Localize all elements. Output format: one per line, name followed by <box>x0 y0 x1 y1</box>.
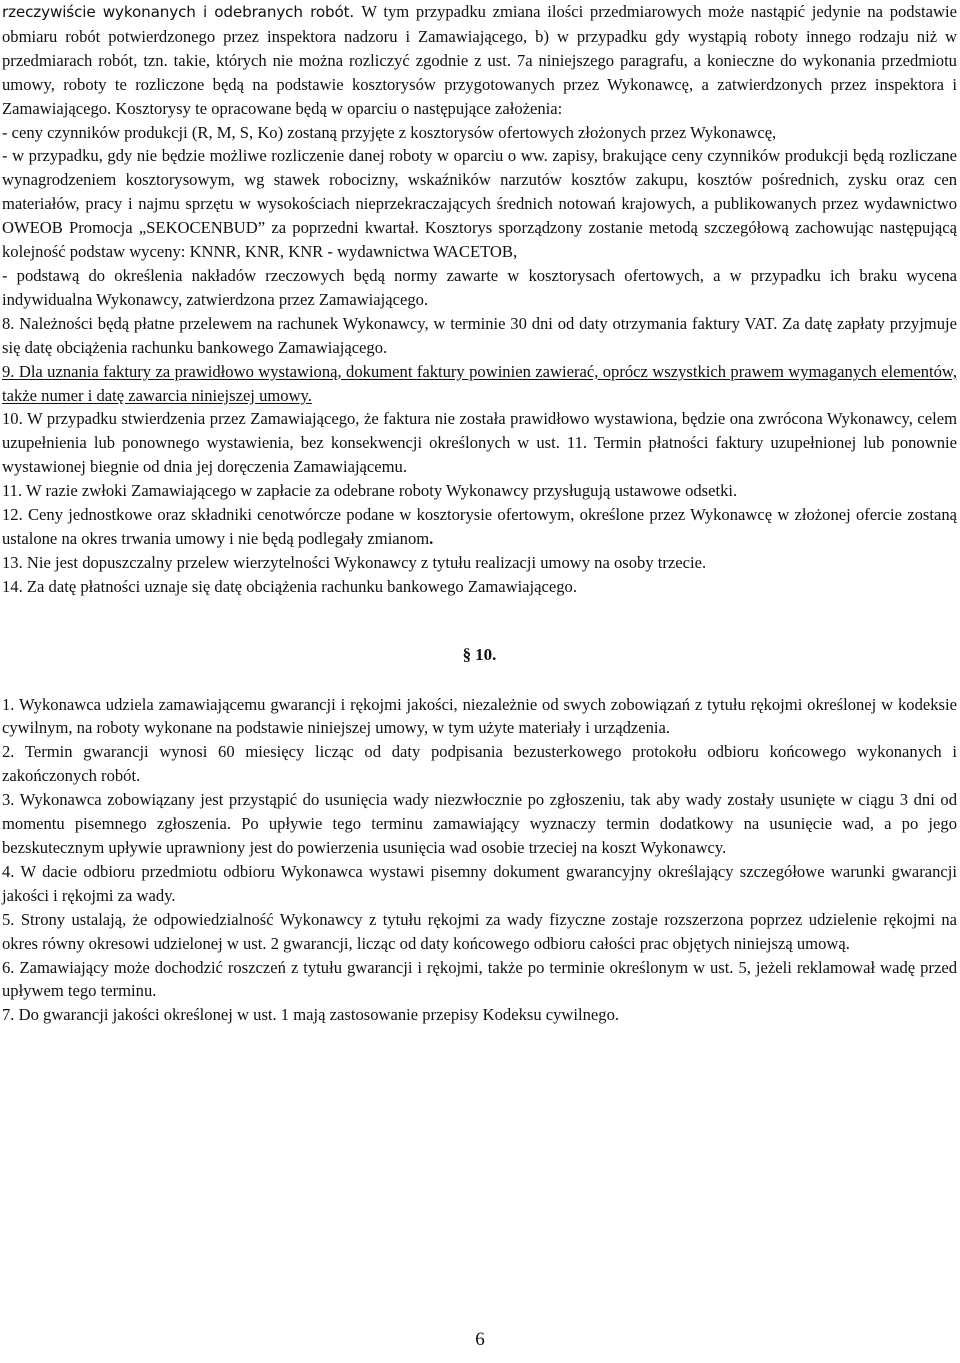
bullet-calculation-start: - w przypadku, gdy nie będzie możliwe rozliczenie danej roboty w oparciu o ww. <box>2 146 553 166</box>
bullet-norms: - podstawą do określenia nakładów rzeczowych będą normy zawarte w kosztorysach ofertowych, a w przypadku ich braku wycena indywidualna Wykonawcy, zatwierdzona przez Zamawiającego. <box>2 265 957 309</box>
point-8: 8. Należności będą płatne przelewem na rachunek Wykonawcy, w terminie 30 dni od daty otrzymania faktury VAT. Za datę zapłaty przyjmuje się datę obciążenia rachunku bankowego Zamawiającego. <box>2 313 957 357</box>
point-10: 10. W przypadku stwierdzenia przez Zamawiającego, że faktura nie została prawidłowo wystawiona, będzie ona zwrócona Wykonawcy, celem uzupełnienia lub ponownego wystawienia, bez konsekwencji określonych w ust. 11. Termin płatności faktury uzupełnionej lub ponownie wystawionej biegnie od dnia jej doręczenia Zamawiającemu. <box>2 409 957 477</box>
warranty-point-5: 5. Strony ustalają, że odpowiedzialność Wykonawcy z tytułu rękojmi za wady fizyczne zostaje rozszerzona poprzez udzielenie rękojmi na okres równy okresowi udzielonej w ust. 2 gwarancji, licząc od daty końcowego odbioru całości prac objętych niniejszą umową. <box>2 909 957 953</box>
point-13: 13. Nie jest dopuszczalny przelew wierzytelności Wykonawcy z tytułu realizacji umowy na osoby trzecie. <box>2 552 707 572</box>
bullet-calculation-rest: zapisy, brakujące ceny czynników produkcji będą rozliczane wynagrodzeniem kosztorysowym, wg stawek robocizny, wskaźników narzutów kosztów zakupu, kosztów pośrednich, zysku oraz cen materiałów, pracy i najmu sprzętu w wysokościach nieprzekraczających średnich notowań krajowych, a publikowanych przez wydawnictwo OWEOB Promocja „SEKOCENBUD” za poprzedni kwartał. Kosztorys sporządzony zostanie metodą szczegółową zachowując następującą kolejność podstaw wyceny: KNNR, KNR, KNR - wydawnictwa WACETOB, <box>2 146 957 262</box>
warranty-point-6: 6. Zamawiający może dochodzić roszczeń z tytułu gwarancji i rękojmi, także po terminie określonym w ust. 5, jeżeli reklamował wadę przed upływem tego terminu. <box>2 957 957 1001</box>
point-12 <box>2 503 957 551</box>
warranty-point-4: 4. W dacie odbioru przedmiotu odbioru Wykonawca wystawi pisemny dokument gwarancyjny określający szczegółowe warunki gwarancji jakości i rękojmi za wady. <box>2 861 957 905</box>
point-12-end: . <box>429 528 434 548</box>
warranty-point-2: 2. Termin gwarancji wynosi 60 miesięcy licząc od daty podpisania bezusterkowego protokołu odbioru końcowego wykonanych i zakończonych robót. <box>2 742 957 786</box>
bullet-prices: - ceny czynników produkcji (R, M, S, Ko) zostaną przyjęte z kosztorysów ofertowych złożonych przez Wykonawcę, <box>2 122 777 142</box>
point-14: 14. Za datę płatności uznaje się datę obciążenia rachunku bankowego Zamawiającego. <box>2 576 577 596</box>
section-heading <box>2 643 957 667</box>
bullet-calculation <box>2 144 957 264</box>
point-11: 11. W razie zwłoki Zamawiającego w zapłacie za odebrane roboty Wykonawcy przysługują ustawowe odsetki. <box>2 481 738 501</box>
page-number: 6 <box>475 1329 485 1350</box>
document-page <box>2 0 957 1027</box>
section-number: 10. <box>475 644 497 664</box>
section-symbol: § <box>462 644 472 664</box>
point-9: 9. Dla uznania faktury za prawidłowo wystawioną, dokument faktury powinien zawierać, oprócz wszystkich prawem wymaganych elementów, także numer i datę zawarcia niniejszej umowy. <box>2 361 957 405</box>
intro-text-inspektor: inspektora i Zamawiającego. <box>2 74 957 118</box>
intro-text-sans-1: rzeczywiście wykonanych i odebranych robót. <box>2 3 362 21</box>
intro-text-serif-2: 7a niniejszego paragrafu, a konieczne do wykonania przedmiotu umowy, roboty te rozliczone będą na podstawie kosztorysów przygotowanych przez Wykonawcę, a zatwierdzonych przez <box>2 50 957 94</box>
intro-paragraph <box>2 0 957 121</box>
intro-text-serif-1: W tym przypadku zmiana ilości przedmiarowych może nastąpić jedynie na podstawie obmiaru robót potwierdzonego przez inspektora nadzoru i Zamawiającego, b) w przypadku gdy wystąpią roboty innego rodzaju niż w przedmiarach robót, tzn. takie, których nie można rozliczyć zgodnie z ust. <box>2 2 957 70</box>
intro-text-assumptions: Kosztorysy te opracowane będą w oparciu o następujące założenia: <box>115 98 563 118</box>
warranty-point-1: 1. Wykonawca udziela zamawiającemu gwarancji i rękojmi jakości, niezależnie od swych zobowiązań z tytułu rękojmi określonej w kodeksie cywilnym, na roboty wykonane na podstawie niniejszej umowy, w tym użyte materiały i urządzenia. <box>2 694 957 738</box>
warranty-point-7: 7. Do gwarancji jakości określonej w ust. 1 mają zastosowanie przepisy Kodeksu cywilnego. <box>2 1005 620 1025</box>
warranty-point-3: 3. Wykonawca zobowiązany jest przystąpić do usunięcia wady niezwłocznie po zgłoszeniu, tak aby wady zostały usunięte w ciągu 3 dni od momentu pisemnego zgłoszenia. Po upływie tego terminu zamawiający wyznaczy termin dodatkowy na usunięcie wad, a po jego bezskutecznym upływie uprawniony jest do powierzenia usunięcia wad osobie trzeciej na koszt Wykonawcy. <box>2 790 957 857</box>
point-12-text: 12. Ceny jednostkowe oraz składniki cenotwórcze podane w kosztorysie ofertowym, określone przez Wykonawcę w złożonej ofercie zostaną ustalone na okres trwania umowy i nie będą podlegały zmianom <box>2 505 957 548</box>
